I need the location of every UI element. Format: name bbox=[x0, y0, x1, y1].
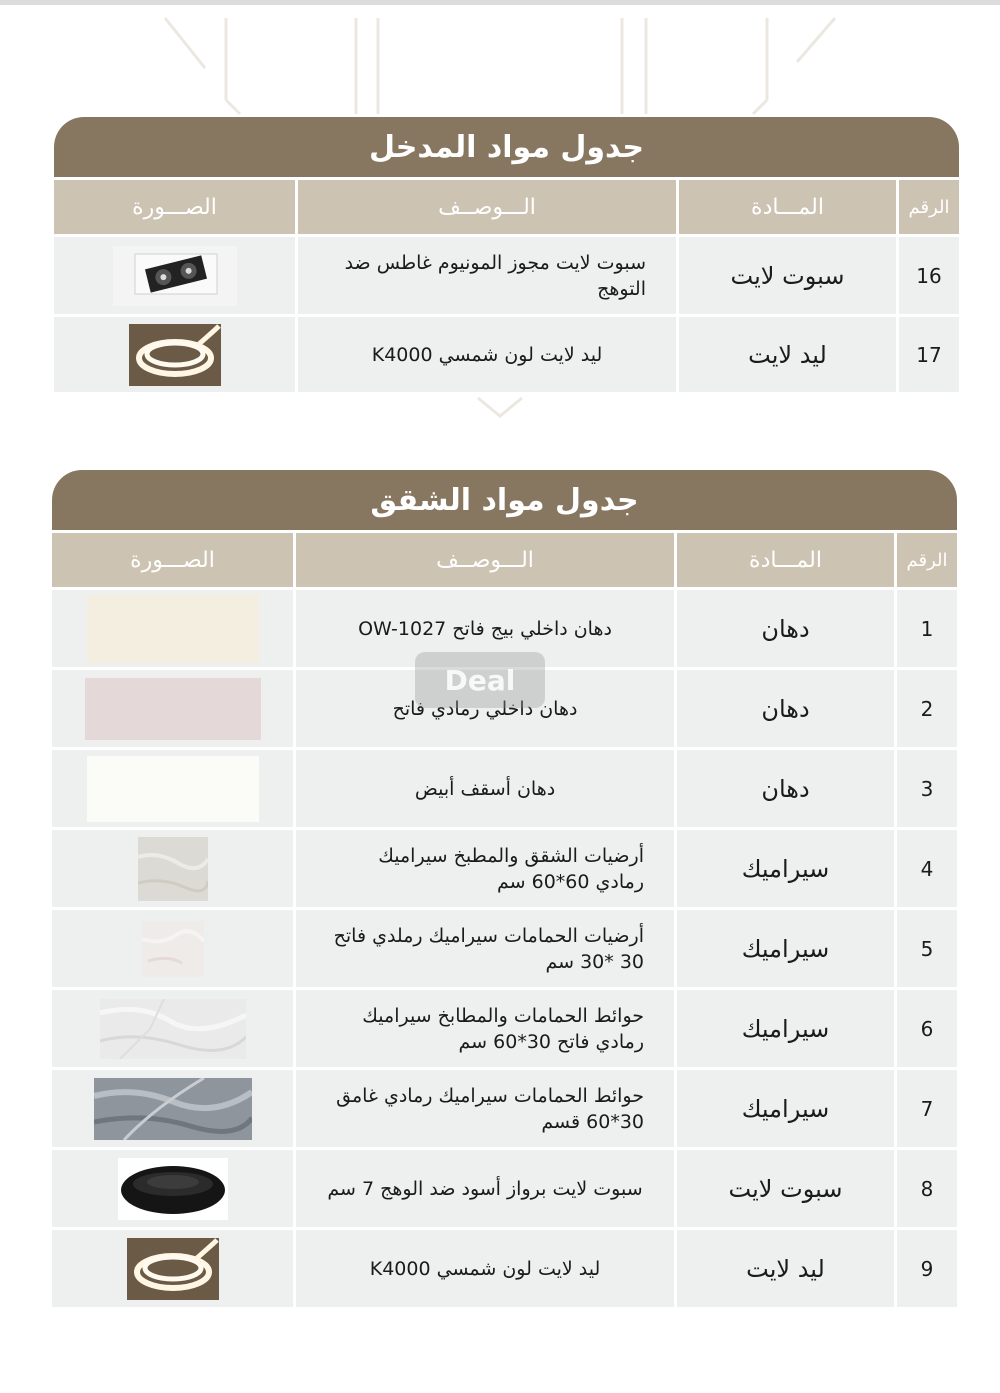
watermark-logo: Deal bbox=[415, 652, 545, 708]
material-cell: سيراميك bbox=[677, 990, 894, 1067]
description-cell: حوائط الحمامات سيراميك رمادي غامق 30*60 قسم bbox=[296, 1070, 674, 1147]
dark-marble-tile bbox=[94, 1078, 252, 1140]
apartments-table-title: جدول مواد الشقق bbox=[52, 470, 957, 530]
description-cell: دهان أسقف أبيض bbox=[296, 750, 674, 827]
table-row bbox=[52, 1230, 957, 1307]
description-cell: ليد لايت لون شمسي K4000 bbox=[296, 1230, 674, 1307]
material-cell: دهان bbox=[677, 750, 894, 827]
description-cell: أرضيات الحمامات سيراميك رملدي فاتح 30 *30 سم bbox=[296, 910, 674, 987]
image-cell bbox=[52, 910, 293, 987]
table-row bbox=[52, 1070, 957, 1147]
led-strip-image bbox=[127, 1238, 219, 1300]
header-image: الصـــورة bbox=[52, 533, 293, 587]
number-cell: 6 bbox=[897, 990, 957, 1067]
image-cell bbox=[52, 1070, 293, 1147]
grey-ceramic-tile bbox=[138, 837, 208, 901]
image-cell bbox=[52, 590, 293, 667]
number-cell: 1 bbox=[897, 590, 957, 667]
beige-swatch bbox=[87, 595, 259, 663]
table-row bbox=[52, 750, 957, 827]
entrance-table-body bbox=[54, 237, 959, 395]
material-cell: سبوت لايت bbox=[679, 237, 896, 314]
number-cell: 8 bbox=[897, 1150, 957, 1227]
table-row bbox=[52, 830, 957, 907]
material-cell: دهان bbox=[677, 670, 894, 747]
description-cell: حوائط الحمامات والمطابخ سيراميك رمادي فاتح 30*60 سم bbox=[296, 990, 674, 1067]
material-cell: سبوت لايت bbox=[677, 1150, 894, 1227]
number-cell: 7 bbox=[897, 1070, 957, 1147]
description-cell: دهان داخلي رمادي فاتح bbox=[296, 670, 674, 747]
number-cell: 5 bbox=[897, 910, 957, 987]
entrance-table-header bbox=[54, 180, 959, 234]
led-strip-image bbox=[129, 324, 221, 386]
material-cell: ليد لايت bbox=[677, 1230, 894, 1307]
material-cell: سيراميك bbox=[677, 1070, 894, 1147]
description-cell: سبوت لايت مجوز المونيوم غاطس ضد التوهج bbox=[298, 237, 676, 314]
description-cell: سبوت لايت برواز أسود ضد الوهج 7 سم bbox=[296, 1150, 674, 1227]
image-cell bbox=[52, 1150, 293, 1227]
table-row bbox=[54, 317, 959, 392]
image-cell bbox=[52, 990, 293, 1067]
number-cell: 3 bbox=[897, 750, 957, 827]
entrance-table-title: جدول مواد المدخل bbox=[54, 117, 959, 177]
light-ceramic-tile bbox=[142, 921, 204, 977]
description-cell: ليد لايت لون شمسي K4000 bbox=[298, 317, 676, 392]
table-row bbox=[52, 990, 957, 1067]
header-material: المـــادة bbox=[679, 180, 896, 234]
image-cell bbox=[54, 237, 295, 314]
number-cell: 16 bbox=[899, 237, 959, 314]
number-cell: 4 bbox=[897, 830, 957, 907]
description-cell: دهان داخلي بيج فاتح OW-1027 bbox=[296, 590, 674, 667]
header-material: المـــادة bbox=[677, 533, 894, 587]
apartments-table-header bbox=[52, 533, 957, 587]
image-cell bbox=[54, 317, 295, 392]
number-cell: 2 bbox=[897, 670, 957, 747]
table-row bbox=[52, 910, 957, 987]
image-cell bbox=[52, 750, 293, 827]
number-cell: 17 bbox=[899, 317, 959, 392]
number-cell: 9 bbox=[897, 1230, 957, 1307]
material-cell: دهان bbox=[677, 590, 894, 667]
light-grey-swatch bbox=[85, 678, 261, 740]
table-row bbox=[54, 237, 959, 314]
description-cell: أرضيات الشقق والمطبخ سيراميك رمادي 60*60 سم bbox=[296, 830, 674, 907]
table-row bbox=[52, 1150, 957, 1227]
image-cell bbox=[52, 1230, 293, 1307]
image-cell bbox=[52, 670, 293, 747]
header-number: الرقم bbox=[899, 180, 959, 234]
material-cell: سيراميك bbox=[677, 910, 894, 987]
header-number: الرقم bbox=[897, 533, 957, 587]
header-image: الصـــورة bbox=[54, 180, 295, 234]
header-description: الـــوصــف bbox=[296, 533, 674, 587]
round-spotlight-image bbox=[118, 1158, 228, 1220]
image-cell bbox=[52, 830, 293, 907]
header-description: الـــوصــف bbox=[298, 180, 676, 234]
material-cell: سيراميك bbox=[677, 830, 894, 907]
twin-spotlight-image bbox=[113, 246, 237, 306]
white-swatch bbox=[87, 756, 259, 822]
marble-wall-tile bbox=[100, 999, 246, 1059]
material-cell: ليد لايت bbox=[679, 317, 896, 392]
